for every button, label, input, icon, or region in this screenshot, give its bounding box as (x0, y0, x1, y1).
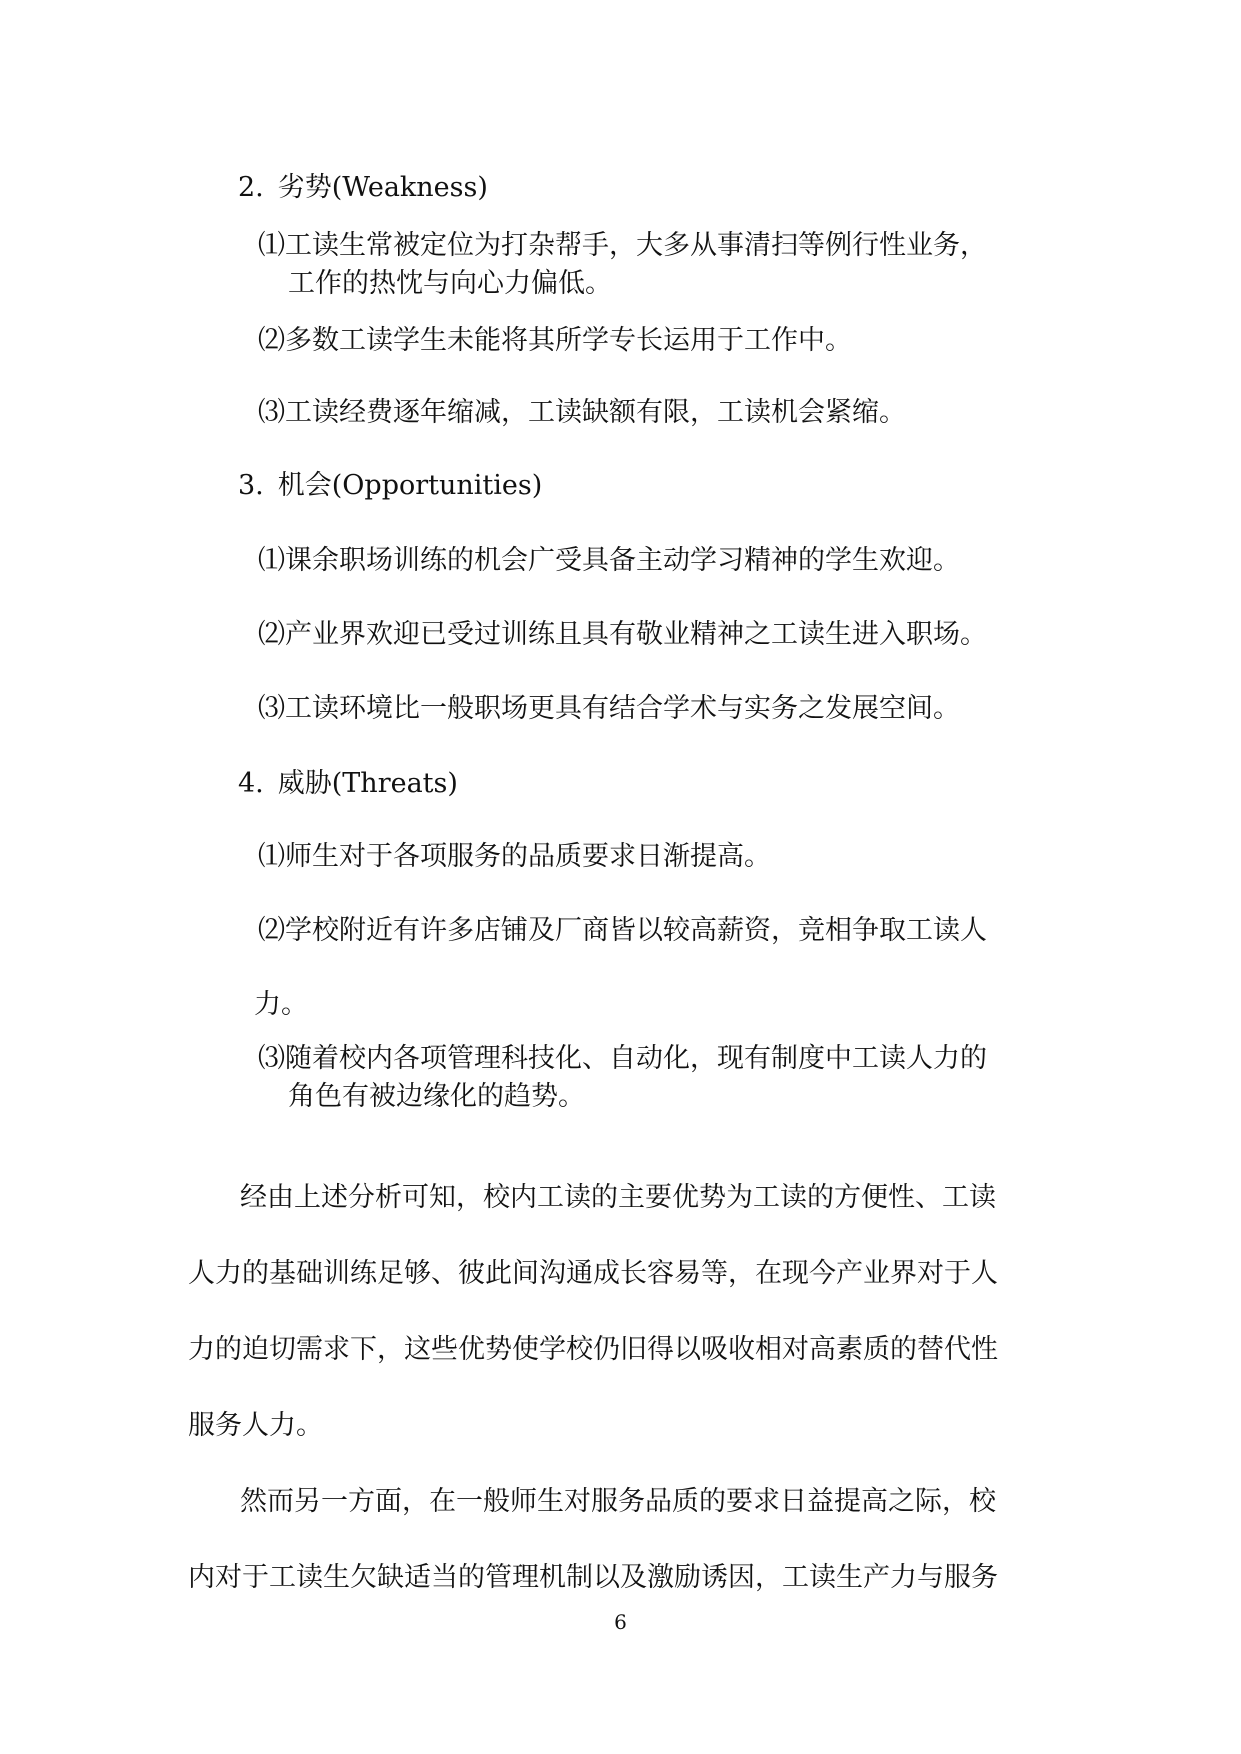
item-line: ⑴工读生常被定位为打杂帮手，大多从事清扫等例行性业务， (258, 230, 987, 261)
paragraph-line: 然而另一方面，在一般师生对服务品质的要求日益提高之际，校 (240, 1486, 996, 1517)
list-item (254, 912, 1058, 1024)
list-item (258, 690, 1058, 728)
section-number: 4. (238, 768, 264, 799)
list-item (258, 542, 1058, 580)
item-line: ⑴课余职场训练的机会广受具备主动学习精神的学生欢迎。 (258, 545, 960, 576)
section-heading-opportunities (238, 468, 542, 504)
list-item (258, 838, 1058, 876)
list-item (258, 1040, 1058, 1116)
section-heading-weakness (238, 170, 488, 206)
paragraph-line: 经由上述分析可知，校内工读的主要优势为工读的方便性、工读 (240, 1182, 996, 1213)
section-heading-threats (238, 766, 458, 802)
item-line: ⑵产业界欢迎已受过训练且具有敬业精神之工读生进入职场。 (258, 619, 987, 650)
list-item (258, 322, 1058, 360)
paragraph-line: 力的迫切需求下，这些优势使学校仍旧得以吸收相对高素质的替代性 (188, 1334, 998, 1365)
paragraph-line: 人力的基础训练足够、彼此间沟通成长容易等，在现今产业界对于人 (188, 1258, 998, 1289)
section-number: 3. (238, 470, 264, 501)
paragraph-line: 服务人力。 (188, 1410, 323, 1441)
section-title: 劣势(Weakness) (277, 172, 488, 203)
item-line: ⑵学校附近有许多店铺及厂商皆以较高薪资，竞相争取工读人 (258, 915, 987, 946)
item-line: ⑶随着校内各项管理科技化、自动化，现有制度中工读人力的 (258, 1043, 987, 1074)
body-paragraph (188, 1464, 1058, 1616)
section-title: 威胁(Threats) (277, 768, 458, 799)
item-line: ⑶工读经费逐年缩减，工读缺额有限，工读机会紧缩。 (258, 397, 906, 428)
item-line: 角色有被边缘化的趋势。 (288, 1081, 585, 1112)
list-item (258, 227, 1058, 303)
body-paragraph (188, 1160, 1058, 1464)
paragraph-line: 内对于工读生欠缺适当的管理机制以及激励诱因，工读生产力与服务 (188, 1562, 998, 1593)
section-title: 机会(Opportunities) (277, 470, 543, 501)
section-number: 2. (238, 172, 264, 203)
item-line: 工作的热忱与向心力偏低。 (288, 268, 612, 299)
item-line: 力。 (254, 989, 308, 1020)
item-line: ⑶工读环境比一般职场更具有结合学术与实务之发展空间。 (258, 693, 960, 724)
item-line: ⑴师生对于各项服务的品质要求日渐提高。 (258, 841, 771, 872)
page-number: 6 (614, 1610, 627, 1634)
item-line: ⑵多数工读学生未能将其所学专长运用于工作中。 (258, 325, 852, 356)
list-item (258, 394, 1058, 432)
list-item (258, 616, 1058, 654)
